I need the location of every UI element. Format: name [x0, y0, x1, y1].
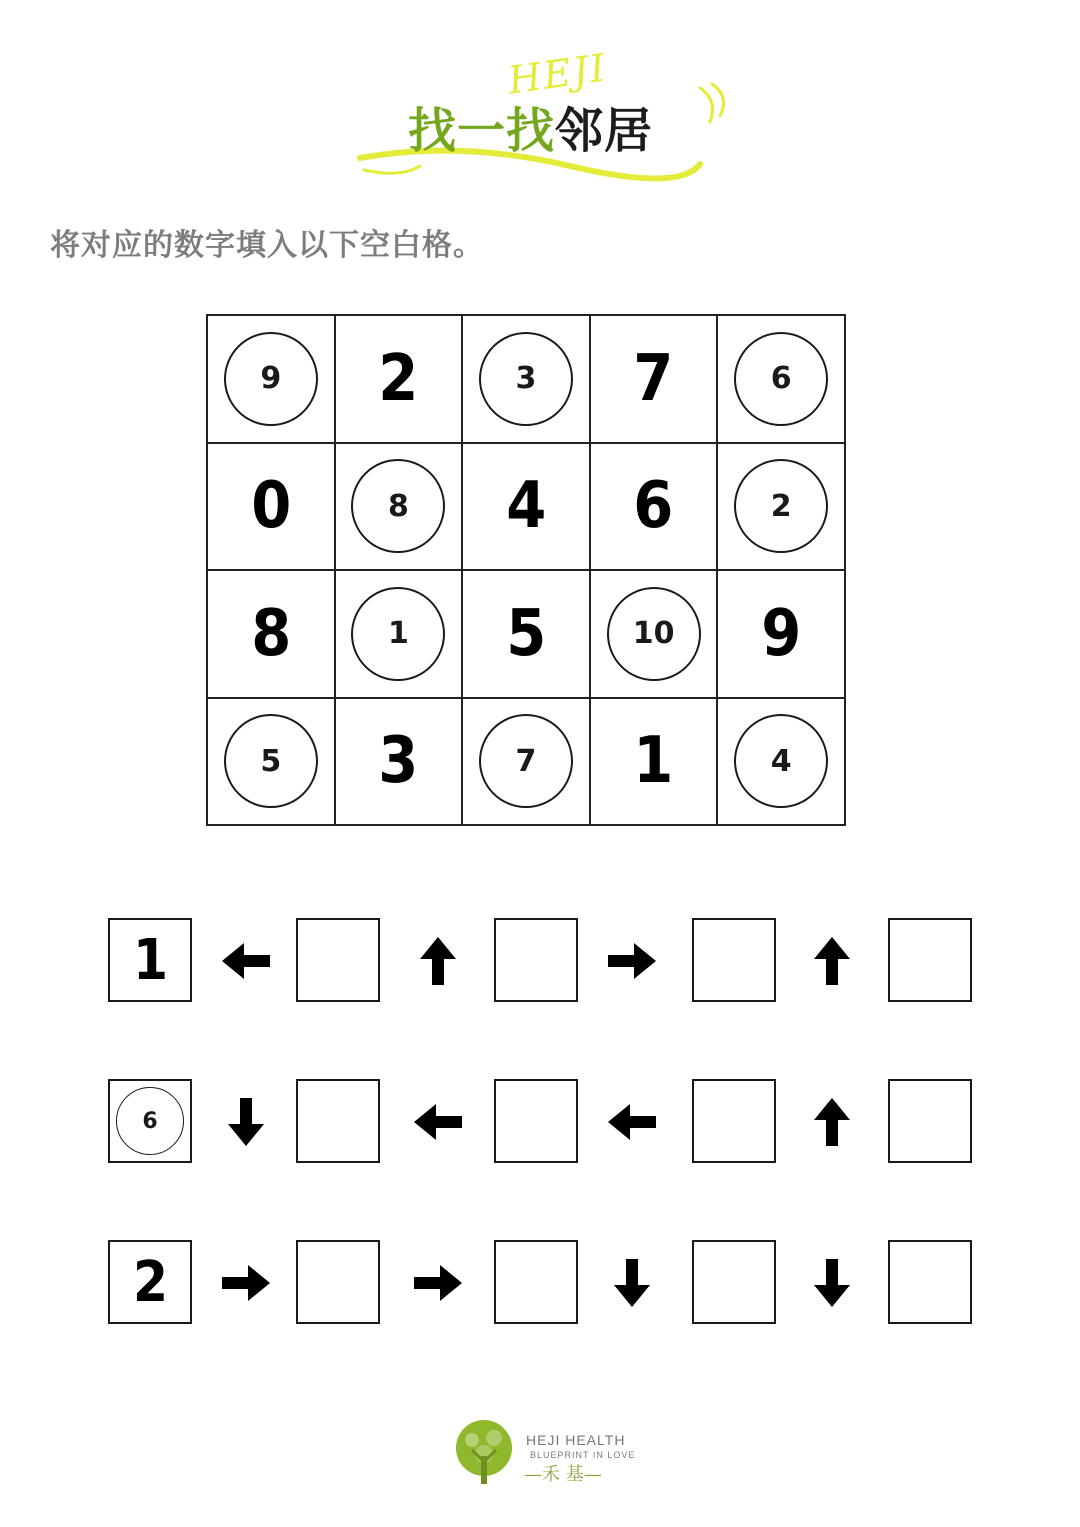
circled-number: 7 [479, 714, 573, 808]
title-script-heji: HEJI [505, 45, 610, 103]
brand-name: HEJI HEALTH [526, 1432, 626, 1448]
title-part1: 找一 [408, 103, 507, 159]
grid-cell [718, 316, 846, 444]
circled-number: 4 [734, 714, 828, 808]
start-box [108, 918, 192, 1002]
grid-cell [591, 571, 719, 699]
circled-number: 3 [479, 332, 573, 426]
grid-cell [208, 699, 336, 827]
circled-number: 9 [224, 332, 318, 426]
handwritten-number: 6 [633, 469, 674, 544]
circled-number: 6 [116, 1087, 184, 1155]
handwritten-number: 1 [633, 724, 674, 799]
arrow-down-icon [604, 1255, 660, 1311]
grid-cell [336, 316, 464, 444]
grid-cell [208, 444, 336, 572]
handwritten-number: 2 [132, 1249, 168, 1315]
title-part3: 邻居 [555, 103, 654, 159]
circled-number: 2 [734, 459, 828, 553]
answer-box[interactable] [692, 1079, 776, 1163]
arrow-right-icon [218, 1255, 274, 1311]
arrow-right-icon [604, 933, 660, 989]
grid-cell [718, 699, 846, 827]
brand-chinese: —禾 基— [524, 1464, 602, 1485]
puzzle-row-2 [108, 1079, 978, 1169]
handwritten-number: 4 [505, 469, 547, 544]
grid-cell [463, 571, 591, 699]
arrow-down-icon [804, 1255, 860, 1311]
answer-box[interactable] [692, 1240, 776, 1324]
answer-box[interactable] [692, 918, 776, 1002]
grid-cell [591, 444, 719, 572]
number-grid [206, 314, 846, 826]
circled-number: 6 [734, 332, 828, 426]
start-box [108, 1079, 192, 1163]
tree-logo-icon [450, 1418, 520, 1488]
grid-cell [718, 444, 846, 572]
brand-tagline: BLUEPRINT IN LOVE [530, 1450, 636, 1460]
circled-number: 5 [224, 714, 318, 808]
grid-cell [463, 316, 591, 444]
grid-cell [336, 571, 464, 699]
grid-cell [591, 699, 719, 827]
answer-box[interactable] [494, 918, 578, 1002]
handwritten-number: 8 [250, 596, 291, 671]
answer-box[interactable] [888, 1079, 972, 1163]
arrow-right-icon [410, 1255, 466, 1311]
answer-box[interactable] [296, 918, 380, 1002]
puzzle-row-1 [108, 918, 978, 1008]
answer-box[interactable] [296, 1240, 380, 1324]
instruction-text: 将对应的数字填入以下空白格。 [50, 228, 484, 263]
title-part2: 找 [506, 103, 556, 159]
handwritten-number: 7 [633, 341, 674, 416]
grid-cell [208, 571, 336, 699]
grid-cell [591, 316, 719, 444]
grid-cell [718, 571, 846, 699]
arrow-up-icon [804, 1094, 860, 1150]
answer-box[interactable] [296, 1079, 380, 1163]
arrow-up-icon [410, 933, 466, 989]
circled-number: 1 [351, 587, 445, 681]
arrow-left-icon [218, 933, 274, 989]
answer-box[interactable] [494, 1079, 578, 1163]
puzzle-row-3 [108, 1240, 978, 1330]
start-box [108, 1240, 192, 1324]
grid-cell [336, 444, 464, 572]
answer-box[interactable] [888, 1240, 972, 1324]
handwritten-number: 9 [761, 596, 802, 671]
arrow-up-icon [804, 933, 860, 989]
handwritten-number: 2 [378, 341, 419, 416]
answer-box[interactable] [494, 1240, 578, 1324]
page-title [408, 92, 653, 161]
grid-cell [463, 699, 591, 827]
handwritten-number: 5 [505, 596, 547, 671]
arrow-left-icon [604, 1094, 660, 1150]
footer-logo [450, 1418, 650, 1490]
circled-number: 10 [607, 587, 701, 681]
answer-box[interactable] [888, 918, 972, 1002]
arrow-left-icon [410, 1094, 466, 1150]
circled-number: 8 [351, 459, 445, 553]
grid-cell [463, 444, 591, 572]
handwritten-number: 0 [250, 469, 291, 544]
handwritten-number: 3 [378, 724, 419, 799]
title-area [340, 40, 760, 190]
handwritten-number: 1 [132, 927, 168, 993]
arrow-down-icon [218, 1094, 274, 1150]
grid-cell [208, 316, 336, 444]
grid-cell [336, 699, 464, 827]
